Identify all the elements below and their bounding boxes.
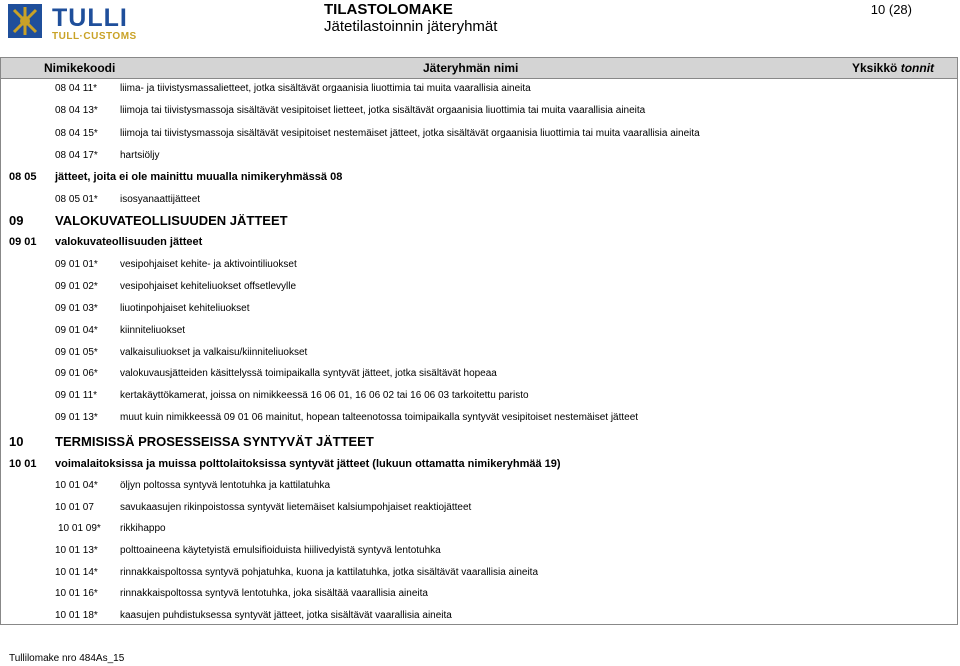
unit-value: tonnit (900, 61, 935, 75)
waste-group-name: jätteet, joita ei ole mainittu muualla nimikeryhmässä 08 (55, 171, 343, 183)
page-number: 10 (28) (870, 2, 912, 17)
waste-code: 09 01 05* (55, 347, 98, 358)
logo-subtext: TULL·CUSTOMS (52, 31, 137, 42)
waste-group-name: muut kuin nimikkeessä 09 01 06 mainitut, hopean talteenotossa toimipaikalla syntyvät vesipitoiset nestemäiset jätteet (120, 412, 639, 423)
waste-code: 10 01 18* (55, 610, 98, 621)
waste-code: 10 01 04* (55, 480, 98, 491)
waste-group-name: kertakäyttökamerat, joissa on nimikkeessä 16 06 01, 16 06 02 tai 16 06 03 tarkoitettu paristo (120, 390, 529, 401)
waste-code: 09 01 04* (55, 325, 98, 336)
waste-group-name: liuotinpohjaiset kehiteliuokset (120, 303, 250, 314)
waste-code: 08 05 01* (55, 194, 98, 205)
waste-group-name: kiinniteliuokset (120, 325, 186, 336)
col-group-header: Jäteryhmän nimi (423, 61, 519, 75)
waste-group-name: vesipohjaiset kehiteliuokset offsetlevylle (120, 281, 297, 292)
waste-group-name: valokuvateollisuuden jätteet (55, 236, 203, 248)
logo-text: TULLI (52, 4, 128, 32)
waste-code: 09 01 13* (55, 412, 98, 423)
unit-label: Yksikkö (852, 61, 898, 75)
waste-code: 10 01 13* (55, 545, 98, 556)
col-code-header: Nimikekoodi (44, 61, 116, 75)
col-unit-header (852, 61, 934, 75)
waste-group-name: voimalaitoksissa ja muissa polttolaitoksissa syntyvät jätteet (lukuun ottamatta nimikeryhmää 19) (55, 458, 561, 470)
waste-group-name: valokuvausjätteiden käsittelyssä toimipaikalla syntyvät jätteet, jotka sisältävät hopeaa (120, 368, 497, 379)
waste-group-name: öljyn poltossa syntyvä lentotuhka ja kattilatuhka (120, 480, 331, 491)
waste-code: 09 01 03* (55, 303, 98, 314)
waste-code: 09 01 06* (55, 368, 98, 379)
form-subtitle: Jätetilastoinnin jäteryhmät (324, 18, 498, 35)
waste-code: 09 01 02* (55, 281, 98, 292)
tulli-logo (6, 2, 196, 42)
waste-code: 09 01 (9, 236, 37, 248)
waste-code: 10 (9, 434, 24, 449)
waste-group-name: TERMISISSÄ PROSESSEISSA SYNTYVÄT JÄTTEET (55, 434, 374, 449)
waste-code: 09 01 11* (55, 390, 98, 401)
form-number: Tullilomake nro 484As_15 (9, 653, 125, 664)
table-header (0, 57, 958, 79)
waste-code: 08 04 17* (55, 150, 98, 161)
waste-group-name: valkaisuliuokset ja valkaisu/kiinniteliuokset (120, 347, 308, 358)
waste-group-name: liima- ja tiivistysmassalietteet, jotka sisältävät orgaanisia liuottimia tai muita vaarallisia aineita (120, 83, 531, 94)
waste-group-name: rikkihappo (120, 523, 166, 534)
waste-code: 10 01 14* (55, 567, 98, 578)
waste-code: 08 05 (9, 171, 37, 183)
waste-group-name: rinnakkaispoltossa syntyvä pohjatuhka, kuona ja kattilatuhka, jotka sisältävät vaarallisia aineita (120, 567, 539, 578)
waste-group-name: liimoja tai tiivistysmassoja sisältävät vesipitoiset lietteet, jotka sisältävät orgaanisia liuottimia tai muita vaarallisia aineita (120, 105, 646, 116)
waste-code: 10 01 07 (55, 502, 94, 513)
waste-code: 08 04 15* (55, 128, 98, 139)
waste-group-name: polttoaineena käytetyistä emulsifioiduista hiilivedyistä syntyvä lentotuhka (120, 545, 441, 556)
waste-group-name: savukaasujen rikinpoistossa syntyvät lietemäiset kalsiumpohjaiset reaktiojätteet (120, 502, 472, 513)
waste-code: 10 01 09* (58, 523, 101, 534)
waste-group-name: vesipohjaiset kehite- ja aktivointiliuokset (120, 259, 297, 270)
form-title: TILASTOLOMAKE (324, 1, 453, 18)
waste-group-name: kaasujen puhdistuksessa syntyvät jätteet, jotka sisältävät vaarallisia aineita (120, 610, 452, 621)
table-frame (0, 57, 958, 625)
waste-group-name: VALOKUVATEOLLISUUDEN JÄTTEET (55, 213, 288, 228)
waste-code: 08 04 11* (55, 83, 98, 94)
waste-code: 09 01 01* (55, 259, 98, 270)
waste-code: 10 01 (9, 458, 37, 470)
waste-group-name: liimoja tai tiivistysmassoja sisältävät vesipitoiset nestemäiset jätteet, jotka sisältävät orgaanisia liuottimia tai muita vaarallisia aineita (120, 128, 700, 139)
waste-group-name: isosyanaattijätteet (120, 194, 201, 205)
waste-group-name: rinnakkaispoltossa syntyvä lentotuhka, joka sisältää vaarallisia aineita (120, 588, 428, 599)
waste-code: 08 04 13* (55, 105, 98, 116)
waste-group-name: hartsiöljy (120, 150, 160, 161)
waste-code: 10 01 16* (55, 588, 98, 599)
waste-code: 09 (9, 213, 24, 228)
